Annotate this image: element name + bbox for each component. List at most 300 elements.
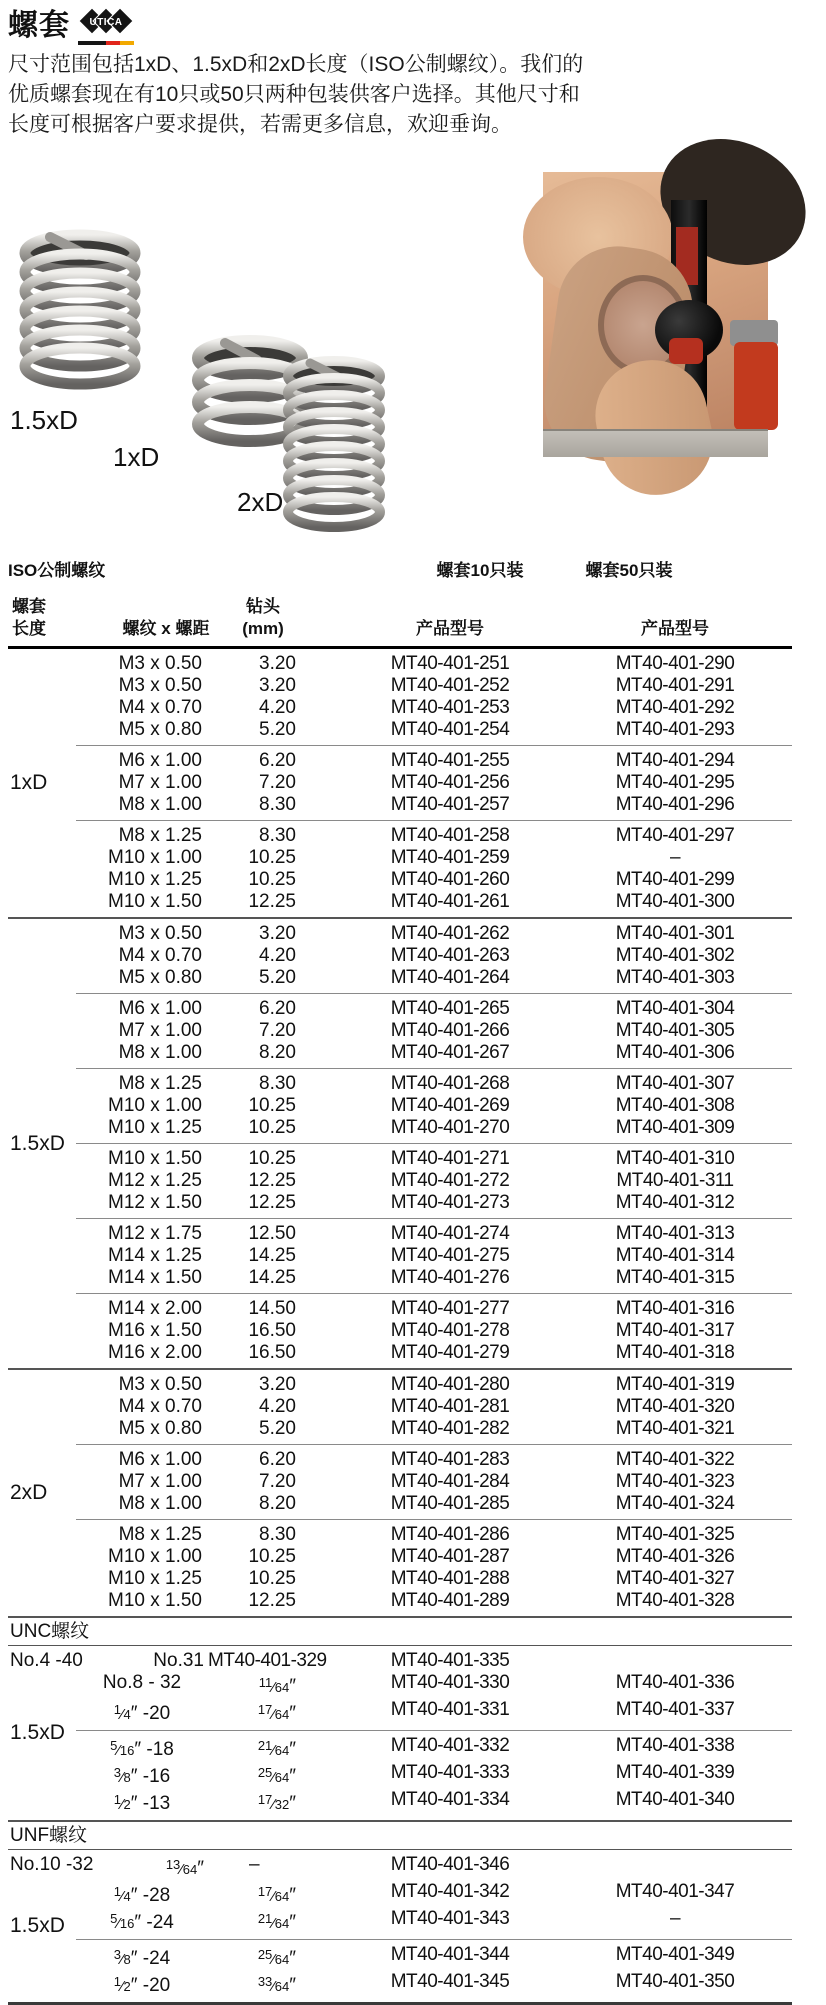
part-number-10pack-cell: MT40-401-256 — [390, 772, 510, 793]
part-number-50pack-cell: MT40-401-291 — [615, 675, 735, 696]
table-row — [76, 1148, 792, 1170]
part-number-10pack-cell: MT40-401-286 — [390, 1524, 510, 1545]
part-number-50pack-cell: MT40-401-297 — [615, 825, 735, 846]
length-label: 1.5xD — [10, 1914, 65, 1937]
part-number-50pack-cell: MT40-401-305 — [615, 1020, 735, 1041]
table-row — [76, 1699, 792, 1726]
table-row — [76, 794, 792, 816]
part-number-10pack-cell: MT40-401-332 — [390, 1735, 510, 1756]
table-row — [76, 891, 792, 913]
table-group — [76, 1218, 792, 1293]
column-header-drill — [242, 596, 284, 640]
table-section — [8, 1368, 792, 1616]
thread-size-cell: M4 x 0.70 — [118, 1396, 202, 1417]
thread-size-cell: M7 x 1.00 — [118, 1471, 202, 1492]
photo-shape — [734, 342, 778, 430]
drill-size-cell: 5.20 — [259, 719, 296, 740]
thread-size-cell: M14 x 1.50 — [108, 1267, 202, 1288]
thread-size-cell: M8 x 1.00 — [118, 1493, 202, 1514]
table-group — [76, 1519, 792, 1616]
table-row — [76, 1298, 792, 1320]
page-title: 螺套 — [8, 9, 70, 42]
part-number-50pack-cell: MT40-401-316 — [615, 1298, 735, 1319]
table-group — [76, 919, 792, 993]
part-number-10pack-cell: MT40-401-288 — [390, 1568, 510, 1589]
drill-size-cell: 8.30 — [259, 1524, 296, 1545]
part-number-50pack-cell: MT40-401-311 — [616, 1170, 734, 1191]
utica-diamonds-icon — [78, 7, 134, 35]
part-number-10pack-cell: MT40-401-278 — [390, 1320, 510, 1341]
drill-size-cell: 12.25 — [248, 891, 296, 912]
part-number-10pack-cell: MT40-401-283 — [390, 1449, 510, 1470]
insert-label-1-5xd: 1.5xD — [10, 405, 78, 435]
drill-size-cell: 8.20 — [259, 1493, 296, 1514]
part-number-50pack-cell: MT40-401-321 — [615, 1418, 735, 1439]
thread-size-cell: M7 x 1.00 — [118, 772, 202, 793]
table-row — [76, 869, 792, 891]
table-row — [76, 653, 792, 675]
table-row — [76, 1881, 792, 1908]
thread-size-cell: M6 x 1.00 — [118, 750, 202, 771]
thread-size-cell: M10 x 1.50 — [108, 1148, 202, 1169]
table-row — [76, 847, 792, 869]
part-number-10pack-cell: MT40-401-254 — [390, 719, 510, 740]
part-number-10pack-cell: MT40-401-345 — [390, 1971, 510, 1992]
thread-size-cell: M12 x 1.25 — [108, 1170, 202, 1191]
part-number-50pack-cell: – — [669, 847, 681, 868]
length-label: 1xD — [10, 771, 48, 794]
part-number-50pack-cell: MT40-401-319 — [615, 1374, 735, 1395]
table-row — [76, 1524, 792, 1546]
thread-size-cell: M3 x 0.50 — [118, 675, 202, 696]
part-number-50pack-cell: MT40-401-300 — [615, 891, 735, 912]
drill-size-cell: $^{21}$⁄64″ — [257, 1738, 296, 1760]
part-number-10pack-cell: MT40-401-262 — [390, 923, 510, 944]
thread-size-cell: M3 x 0.50 — [118, 653, 202, 674]
part-number-10pack-cell: MT40-401-331 — [390, 1699, 510, 1720]
drill-size-cell: $^{21}$⁄64″ — [257, 1911, 296, 1933]
thread-size-cell: $^3$⁄8″ -24 — [113, 1947, 171, 1969]
drill-size-cell: 5.20 — [259, 967, 296, 988]
logo-underline-black — [78, 41, 106, 45]
insert-label-1xd: 1xD — [113, 442, 160, 472]
column-header-thread: 螺纹 x 螺距 — [122, 619, 210, 638]
drill-size-cell: 10.25 — [248, 1095, 296, 1116]
part-number-10pack-cell: MT40-401-329 — [208, 1650, 327, 1671]
drill-size-cell: 14.25 — [248, 1245, 296, 1266]
table-row — [76, 1320, 792, 1342]
thread-size-cell: M6 x 1.00 — [118, 998, 202, 1019]
part-number-10pack-cell: MT40-401-264 — [390, 967, 510, 988]
table-row — [76, 1374, 792, 1396]
part-number-50pack-cell: MT40-401-336 — [615, 1672, 735, 1693]
table-captions — [8, 556, 792, 578]
column-header-part-number-10: 产品型号 — [416, 619, 484, 638]
part-number-10pack-cell: MT40-401-273 — [390, 1192, 510, 1213]
drill-size-cell: $^{33}$⁄64″ — [257, 1974, 296, 1996]
part-number-10pack-cell: MT40-401-274 — [390, 1223, 510, 1244]
table-row — [10, 1650, 792, 1672]
table-row — [76, 1493, 792, 1515]
part-number-50pack-cell: MT40-401-294 — [615, 750, 735, 771]
part-number-50pack-cell: MT40-401-327 — [615, 1568, 735, 1589]
part-number-50pack-cell: MT40-401-324 — [615, 1493, 735, 1514]
part-number-10pack-cell: MT40-401-275 — [390, 1245, 510, 1266]
table-row — [10, 1854, 792, 1881]
part-number-10pack-cell: MT40-401-269 — [390, 1095, 510, 1116]
part-number-50pack-cell: – — [669, 1908, 681, 1929]
part-number-10pack-cell: MT40-401-272 — [390, 1170, 510, 1191]
intro-line-2: 优质螺套现在有10只或50只两种包装供客户选择。其他尺寸和 — [8, 83, 580, 106]
thread-size-cell: $^5$⁄16″ -18 — [110, 1738, 174, 1760]
part-number-50pack-cell: MT40-401-303 — [615, 967, 735, 988]
part-number-50pack-cell: MT40-401-320 — [615, 1396, 735, 1417]
part-number-10pack-cell: MT40-401-279 — [390, 1342, 510, 1363]
table-row — [76, 772, 792, 794]
drill-size-cell: $^{17}$⁄64″ — [257, 1884, 296, 1906]
thread-size-cell: M8 x 1.00 — [118, 794, 202, 815]
drill-size-cell: 8.20 — [259, 1042, 296, 1063]
part-number-10pack-cell: MT40-401-253 — [390, 697, 510, 718]
utica-logo — [78, 7, 134, 45]
drill-size-cell: 6.20 — [259, 1449, 296, 1470]
table-group — [76, 820, 792, 917]
thread-size-cell: No.8 - 32 — [102, 1672, 182, 1693]
drill-size-cell: 12.25 — [248, 1170, 296, 1191]
thread-size-cell: $^3$⁄8″ -16 — [113, 1765, 171, 1787]
column-header-drill-line1: 钻头 — [246, 597, 280, 616]
part-number-10pack-cell: MT40-401-259 — [390, 847, 510, 868]
part-number-10pack-cell: MT40-401-342 — [390, 1881, 510, 1902]
thread-size-cell: M16 x 2.00 — [108, 1342, 202, 1363]
table-row — [76, 1418, 792, 1440]
table-row — [76, 923, 792, 945]
drill-size-cell: 10.25 — [248, 1568, 296, 1589]
part-number-50pack-cell: MT40-401-290 — [615, 653, 735, 674]
table-row — [76, 1449, 792, 1471]
table-row — [76, 1073, 792, 1095]
table-group — [76, 1444, 792, 1519]
intro-paragraph — [8, 50, 673, 140]
table-row — [76, 1471, 792, 1493]
part-number-50pack-cell: MT40-401-304 — [615, 998, 735, 1019]
table-column-headers — [8, 584, 792, 642]
table-row — [76, 1020, 792, 1042]
table-row — [76, 1568, 792, 1590]
part-number-10pack-cell: MT40-401-287 — [390, 1546, 510, 1567]
table-section — [8, 1850, 792, 2002]
thread-size-cell: M16 x 1.50 — [108, 1320, 202, 1341]
part-number-10pack-cell: MT40-401-277 — [390, 1298, 510, 1319]
table-row — [76, 1762, 792, 1789]
drill-size-cell: $^{11}$⁄64″ — [258, 1675, 296, 1697]
drill-size-cell: 10.25 — [248, 1546, 296, 1567]
part-number-50pack-cell: MT40-401-310 — [615, 1148, 735, 1169]
part-number-10pack-cell: MT40-401-280 — [390, 1374, 510, 1395]
drill-size-cell: 16.50 — [248, 1342, 296, 1363]
column-header-length-line1: 螺套 — [12, 597, 46, 616]
table-row — [76, 1267, 792, 1289]
intro-line-1: 尺寸范围包括1xD、1.5xD和2xD长度（ISO公制螺纹）。我们的 — [8, 53, 584, 76]
table-row — [76, 697, 792, 719]
table-subsection-header: UNF螺纹 — [8, 1820, 792, 1850]
table-row — [76, 998, 792, 1020]
table-section — [8, 1646, 792, 1820]
drill-size-cell: 4.20 — [259, 697, 296, 718]
thread-size-cell: M8 x 1.25 — [118, 1073, 202, 1094]
part-number-10pack-cell: MT40-401-330 — [390, 1672, 510, 1693]
drill-size-cell: 3.20 — [259, 1374, 296, 1395]
table-group — [76, 1370, 792, 1444]
part-number-50pack-cell: MT40-401-293 — [615, 719, 735, 740]
drill-size-cell: 3.20 — [259, 675, 296, 696]
part-number-10pack-cell: MT40-401-284 — [390, 1471, 510, 1492]
part-number-10pack-cell: MT40-401-276 — [390, 1267, 510, 1288]
drill-size-cell: 10.25 — [248, 869, 296, 890]
part-number-50pack-cell: MT40-401-335 — [390, 1650, 510, 1671]
length-label: 1.5xD — [10, 1131, 65, 1155]
table-group — [76, 1939, 792, 2002]
table-row — [76, 750, 792, 772]
table-row — [76, 1095, 792, 1117]
part-number-50pack-cell: MT40-401-349 — [615, 1944, 735, 1965]
caption-50-pack: 螺套50只装 — [585, 561, 673, 580]
thread-size-cell: M10 x 1.25 — [108, 1117, 202, 1138]
part-number-10pack-cell: MT40-401-281 — [390, 1396, 510, 1417]
part-number-50pack-cell: MT40-401-301 — [615, 923, 735, 944]
table-group — [10, 1646, 792, 1730]
table-row — [76, 1546, 792, 1568]
part-number-50pack-cell: MT40-401-313 — [615, 1223, 735, 1244]
drill-size-cell: No.31 — [153, 1650, 204, 1671]
caption-10-pack: 螺套10只装 — [436, 561, 524, 580]
length-label: 2xD — [10, 1481, 48, 1504]
drill-size-cell: 3.20 — [259, 923, 296, 944]
part-number-50pack-cell: MT40-401-347 — [615, 1881, 735, 1902]
part-number-10pack-cell: MT40-401-260 — [390, 869, 510, 890]
part-number-10pack-cell: – — [248, 1854, 260, 1875]
drill-size-cell: 8.30 — [259, 1073, 296, 1094]
thread-size-cell: No.4 -40 — [10, 1650, 83, 1671]
table-group — [76, 1143, 792, 1218]
part-number-10pack-cell: MT40-401-289 — [390, 1590, 510, 1611]
part-number-10pack-cell: MT40-401-258 — [390, 825, 510, 846]
thread-size-cell: M5 x 0.80 — [118, 967, 202, 988]
part-number-10pack-cell: MT40-401-270 — [390, 1117, 510, 1138]
part-number-50pack-cell: MT40-401-306 — [615, 1042, 735, 1063]
part-number-10pack-cell: MT40-401-251 — [390, 653, 510, 674]
part-number-10pack-cell: MT40-401-268 — [390, 1073, 510, 1094]
thread-insert-image-1-5xd — [12, 225, 147, 393]
thread-size-cell: M6 x 1.00 — [118, 1449, 202, 1470]
part-number-50pack-cell: MT40-401-339 — [615, 1762, 735, 1783]
drill-size-cell: $^{25}$⁄64″ — [257, 1947, 296, 1969]
part-number-10pack-cell: MT40-401-333 — [390, 1762, 510, 1783]
part-number-10pack-cell: MT40-401-266 — [390, 1020, 510, 1041]
part-number-50pack-cell: MT40-401-296 — [615, 794, 735, 815]
table-section — [8, 649, 792, 917]
part-number-50pack-cell: MT40-401-322 — [615, 1449, 735, 1470]
caption-iso-metric: ISO公制螺纹 — [8, 561, 106, 580]
drill-size-cell: 12.25 — [248, 1192, 296, 1213]
part-number-50pack-cell: MT40-401-337 — [615, 1699, 735, 1720]
thread-size-cell: M10 x 1.00 — [108, 1095, 202, 1116]
thread-size-cell: $^1$⁄4″ -20 — [113, 1702, 171, 1724]
drill-size-cell: 4.20 — [259, 945, 296, 966]
thread-size-cell: M12 x 1.50 — [108, 1192, 202, 1213]
table-subsection-header: UNC螺纹 — [8, 1616, 792, 1646]
table-group — [76, 649, 792, 745]
drill-size-cell: 10.25 — [248, 1117, 296, 1138]
table-row — [76, 967, 792, 989]
table-section-groups — [76, 919, 792, 1368]
thread-size-cell: M10 x 1.50 — [108, 891, 202, 912]
table-row — [76, 1396, 792, 1418]
drill-size-cell: 6.20 — [259, 750, 296, 771]
column-header-part-number-50: 产品型号 — [641, 619, 709, 638]
part-number-50pack-cell: MT40-401-307 — [615, 1073, 735, 1094]
thread-size-cell: M5 x 0.80 — [118, 1418, 202, 1439]
drill-size-cell: 10.25 — [248, 847, 296, 868]
logo-underline — [78, 41, 134, 45]
thread-insert-image-2xd — [278, 352, 390, 535]
table-section — [8, 917, 792, 1368]
thread-size-cell: $^1$⁄2″ -20 — [113, 1974, 171, 1996]
part-number-10pack-cell: MT40-401-282 — [390, 1418, 510, 1439]
drill-size-cell: 4.20 — [259, 1396, 296, 1417]
drill-size-cell: 10.25 — [248, 1148, 296, 1169]
thread-size-cell: M10 x 1.00 — [108, 1546, 202, 1567]
table-row — [76, 1789, 792, 1816]
table-row — [76, 1342, 792, 1364]
thread-size-cell: M8 x 1.25 — [118, 1524, 202, 1545]
thread-size-cell: M14 x 2.00 — [108, 1298, 202, 1319]
table-row — [76, 1117, 792, 1139]
part-number-50pack-cell: MT40-401-328 — [615, 1590, 735, 1611]
thread-size-cell: M3 x 0.50 — [118, 1374, 202, 1395]
thread-size-cell: M10 x 1.25 — [108, 1568, 202, 1589]
drill-size-cell: 14.25 — [248, 1267, 296, 1288]
thread-size-cell: M14 x 1.25 — [108, 1245, 202, 1266]
table-section-groups — [76, 649, 792, 917]
installation-photo — [543, 172, 768, 457]
part-number-10pack-cell: MT40-401-343 — [390, 1908, 510, 1929]
thread-size-cell: M7 x 1.00 — [118, 1020, 202, 1041]
photo-shape — [543, 429, 768, 457]
part-number-50pack-cell: MT40-401-312 — [615, 1192, 735, 1213]
table-body — [8, 649, 792, 2005]
drill-size-cell: 8.30 — [259, 825, 296, 846]
thread-size-cell: $^1$⁄4″ -28 — [113, 1884, 171, 1906]
drill-size-cell: $^{17}$⁄32″ — [257, 1792, 296, 1814]
part-number-50pack-cell: MT40-401-326 — [615, 1546, 735, 1567]
part-number-50pack-cell: MT40-401-346 — [390, 1854, 510, 1875]
part-number-50pack-cell: MT40-401-315 — [615, 1267, 735, 1288]
part-number-10pack-cell: MT40-401-261 — [390, 891, 510, 912]
drill-size-cell: $^{25}$⁄64″ — [257, 1765, 296, 1787]
insert-label-2xd: 2xD — [237, 487, 284, 517]
table-row — [76, 1672, 792, 1699]
thread-size-cell: M8 x 1.25 — [118, 825, 202, 846]
table-row — [76, 1971, 792, 1998]
part-number-50pack-cell: MT40-401-317 — [615, 1320, 735, 1341]
table-row — [76, 1170, 792, 1192]
part-number-10pack-cell: MT40-401-263 — [390, 945, 510, 966]
part-number-10pack-cell: MT40-401-285 — [390, 1493, 510, 1514]
part-number-50pack-cell: MT40-401-318 — [615, 1342, 735, 1363]
thread-size-cell: $^1$⁄2″ -13 — [113, 1792, 171, 1814]
part-number-50pack-cell: MT40-401-308 — [615, 1095, 735, 1116]
table-row — [76, 1735, 792, 1762]
table-row — [76, 1192, 792, 1214]
drill-size-cell: 7.20 — [259, 772, 296, 793]
part-number-50pack-cell: MT40-401-309 — [615, 1117, 735, 1138]
drill-size-cell: 8.30 — [259, 794, 296, 815]
drill-size-cell: 7.20 — [259, 1020, 296, 1041]
photo-shape — [669, 338, 703, 364]
part-number-10pack-cell: MT40-401-265 — [390, 998, 510, 1019]
drill-size-cell: 5.20 — [259, 1418, 296, 1439]
table-row — [76, 1223, 792, 1245]
part-number-50pack-cell: MT40-401-302 — [615, 945, 735, 966]
intro-line-3: 长度可根据客户要求提供，若需更多信息，欢迎垂询。 — [8, 113, 512, 136]
table-row — [76, 1042, 792, 1064]
drill-size-cell: 16.50 — [248, 1320, 296, 1341]
part-number-10pack-cell: MT40-401-271 — [390, 1148, 510, 1169]
drill-size-cell: 14.50 — [248, 1298, 296, 1319]
thread-size-cell: M10 x 1.25 — [108, 869, 202, 890]
part-number-50pack-cell: MT40-401-295 — [615, 772, 735, 793]
table-row — [76, 1944, 792, 1971]
table-row — [76, 1908, 792, 1935]
thread-size-cell: M4 x 0.70 — [118, 697, 202, 718]
part-number-10pack-cell: MT40-401-334 — [390, 1789, 510, 1810]
part-number-50pack-cell: MT40-401-340 — [615, 1789, 735, 1810]
logo-underline-red — [106, 41, 120, 45]
thread-size-cell: M4 x 0.70 — [118, 945, 202, 966]
part-number-10pack-cell: MT40-401-255 — [390, 750, 510, 771]
drill-size-cell: $^{13}$⁄64″ — [165, 1857, 204, 1879]
part-number-50pack-cell: MT40-401-325 — [615, 1524, 735, 1545]
thread-size-cell: M8 x 1.00 — [118, 1042, 202, 1063]
column-header-length-line2: 长度 — [12, 619, 46, 638]
table-row — [76, 1590, 792, 1612]
part-number-10pack-cell: MT40-401-344 — [390, 1944, 510, 1965]
table-row — [76, 945, 792, 967]
column-header-drill-line2: (mm) — [242, 619, 284, 638]
table-group — [76, 1068, 792, 1143]
thread-size-cell: M10 x 1.00 — [108, 847, 202, 868]
table-section-groups — [76, 1370, 792, 1616]
table-row — [76, 1245, 792, 1267]
drill-size-cell: $^{17}$⁄64″ — [257, 1702, 296, 1724]
utica-logo-text: UTICA — [89, 17, 123, 28]
thread-size-cell: M12 x 1.75 — [108, 1223, 202, 1244]
part-number-50pack-cell: MT40-401-314 — [615, 1245, 735, 1266]
drill-size-cell: 7.20 — [259, 1471, 296, 1492]
table-row — [76, 675, 792, 697]
part-number-50pack-cell: MT40-401-350 — [615, 1971, 735, 1992]
drill-size-cell: 12.50 — [248, 1223, 296, 1244]
table-group — [76, 1730, 792, 1820]
drill-size-cell: 3.20 — [259, 653, 296, 674]
part-number-10pack-cell: MT40-401-267 — [390, 1042, 510, 1063]
table-row — [76, 825, 792, 847]
thread-size-cell: No.10 -32 — [10, 1854, 94, 1875]
table-group — [76, 745, 792, 820]
part-number-50pack-cell: MT40-401-299 — [615, 869, 735, 890]
table-group — [76, 993, 792, 1068]
